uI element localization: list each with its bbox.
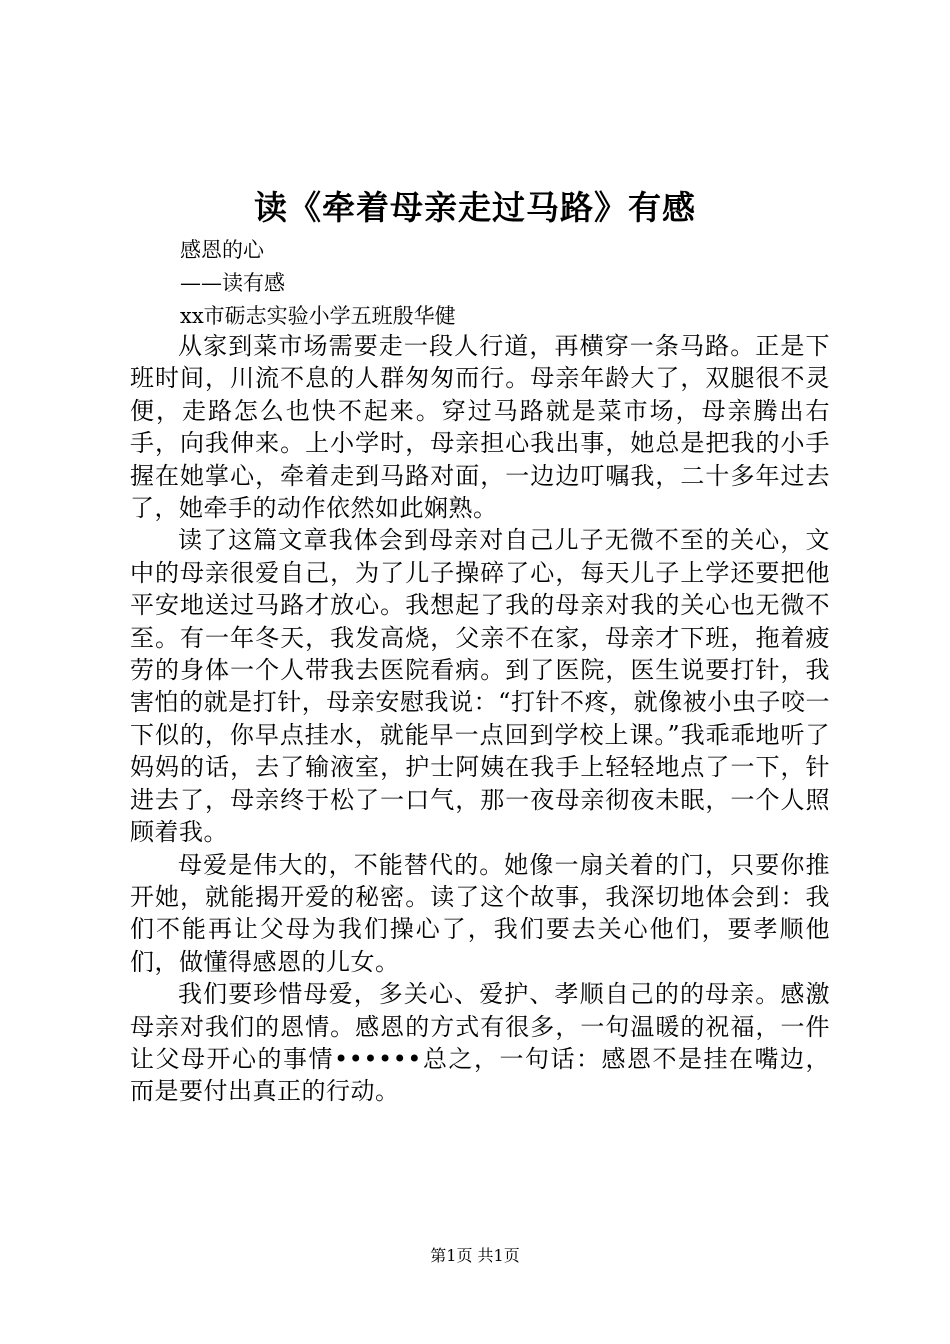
page-number-footer: 第1页 共1页 (430, 1246, 520, 1265)
document-subtitle-secondary: ——读有感 (180, 271, 285, 295)
document-author: xx市砺志实验小学五班殷华健 (180, 304, 456, 328)
paragraph-1: 从家到菜市场需要走一段人行道，再横穿一条马路。正是下班时间，川流不息的人群匆匆而行。母亲年龄大了，双腿很不灵便，走路怎么也快不起来。穿过马路就是菜市场，母亲腾出右手，向我伸来。上小学时，母亲担心我出事，她总是把我的小手握在她掌心，牵着走到马路对面，一边边叮嘱我，二十多年过去了，她牵手的动作依然如此娴熟。 (130, 332, 830, 523)
paragraph-2: 读了这篇文章我体会到母亲对自己儿子无微不至的关心，文中的母亲很爱自己，为了儿子操碎了心，每天儿子上学还要把他平安地送过马路才放心。我想起了我的母亲对我的关心也无微不至。有一年冬天，我发高烧，父亲不在家，母亲才下班，拖着疲劳的身体一个人带我去医院看病。到了医院，医生说要打针，我害怕的就是打针，母亲安慰我说：“打针不疼，就像被小虫子咬一下似的，你早点挂水，就能早一点回到学校上课。”我乖乖地听了妈妈的话，去了输液室，护士阿姨在我手上轻轻地点了一下，针进去了，母亲终于松了一口气，那一夜母亲彻夜未眠，一个人照顾着我。 (130, 526, 830, 847)
paragraph-3: 母爱是伟大的，不能替代的。她像一扇关着的门，只要你推开她，就能揭开爱的秘密。读了这个故事，我深切地体会到：我们不能再让父母为我们操心了，我们要去关心他们，要孝顺他们，做懂得感恩的儿女。 (130, 850, 830, 976)
document-subtitle: 感恩的心 (180, 238, 264, 262)
document-body (130, 330, 830, 1108)
document-title: 读《牵着母亲走过马路》有感 (254, 188, 696, 227)
paragraph-4: 我们要珍惜母爱，多关心、爱护、孝顺自己的的母亲。感激母亲对我们的恩情。感恩的方式有很多，一句温暖的祝福，一件让父母开心的事情••••••总之，一句话：感恩不是挂在嘴边，而是要付出真正的行动。 (130, 980, 830, 1106)
